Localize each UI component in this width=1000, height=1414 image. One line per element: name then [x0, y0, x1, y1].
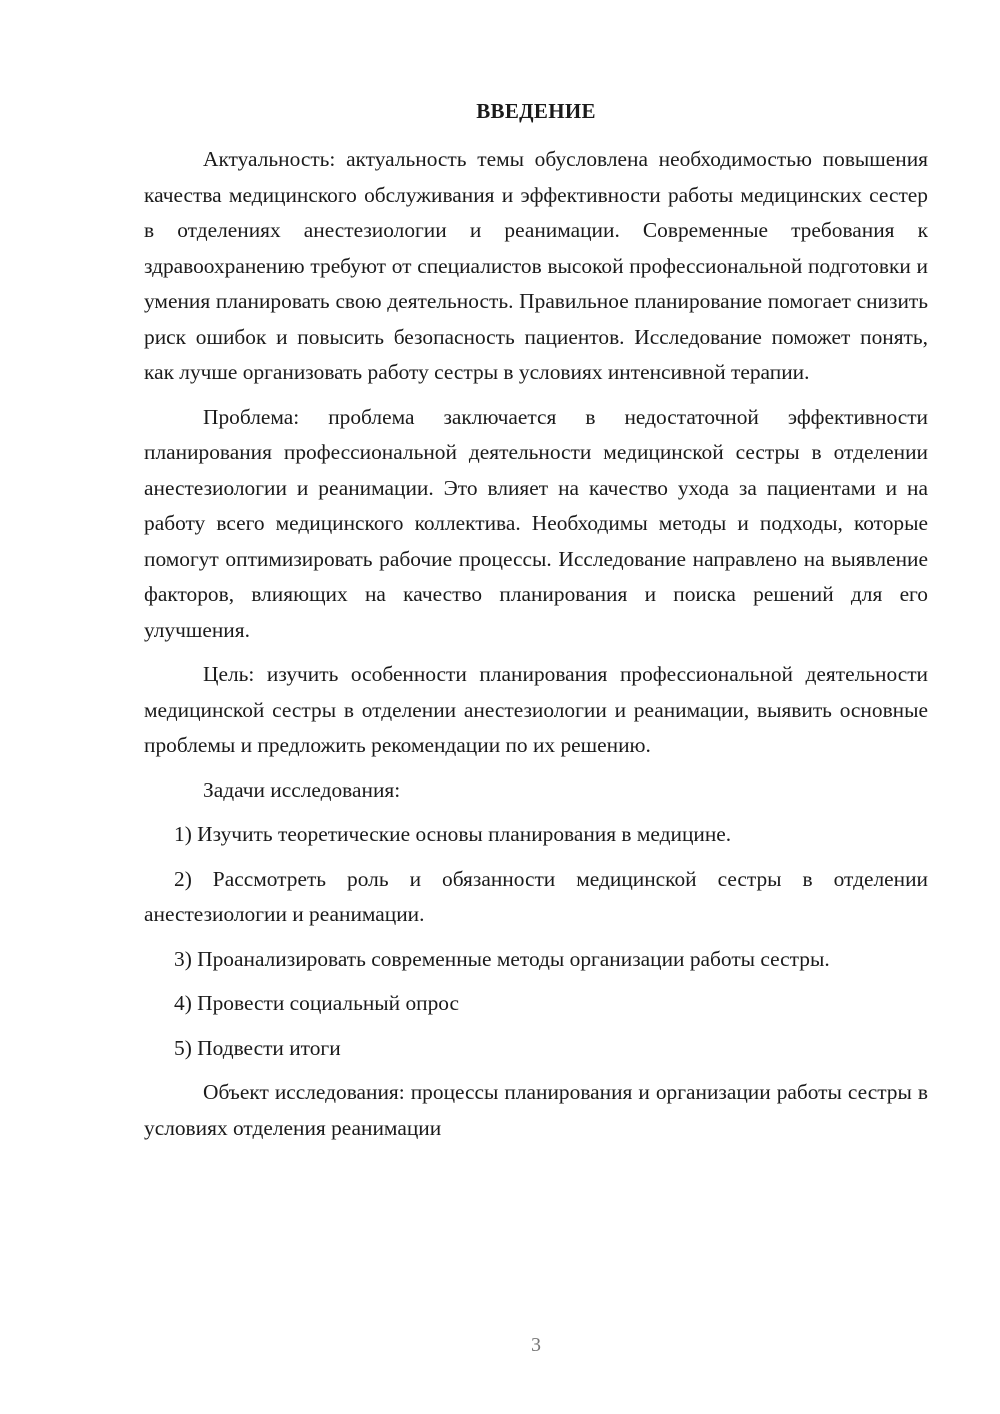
task-item-5: 5) Подвести итоги	[174, 1035, 341, 1060]
object-paragraph: Объект исследования: процессы планирования и организации работы сестры в условиях отделения реанимации	[144, 1080, 928, 1140]
task-item-1: 1) Изучить теоретические основы планирования в медицине.	[174, 822, 732, 846]
task-item-4: 4) Провести социальный опрос	[174, 991, 460, 1015]
goal-paragraph: Цель: изучить особенности планирования профессиональной деятельности медицинской сестры в отделении анестезиологии и реанимации, выявить основные проблемы и предложить рекомендации по их решению.	[144, 662, 928, 757]
problem-paragraph: Проблема: проблема заключается в недостаточной эффективности планирования профессиональной деятельности медицинской сестры в отделении анестезиологии и реанимации. Это влияет на качество ухода за пациентами и на работу всего медицинского коллектива. Необходимы методы и подходы, которые помогут оптимизировать рабочие процессы. Исследование направлено на выявление факторов, влияющих на качество планирования и поиска решений для его улучшения.	[144, 404, 928, 642]
page-title: ВВЕДЕНИЕ	[476, 99, 596, 123]
task-item-3: 3) Проанализировать современные методы организации работы сестры.	[174, 946, 830, 971]
task-item-2: 2) Рассмотреть роль и обязанности медицинской сестры в отделении анестезиологии и реанимации.	[144, 866, 928, 926]
document-body	[144, 142, 928, 1155]
tasks-heading: Задачи исследования:	[203, 777, 401, 802]
page-number: 3	[531, 1334, 541, 1356]
relevance-paragraph: Актуальность: актуальность темы обусловлена необходимостью повышения качества медицинского обслуживания и эффективности работы медицинских сестер в отделениях анестезиологии и реанимации. Современные требования к здравоохранению требуют от специалистов высокой профессиональной подготовки и умения планировать свою деятельность. Правильное планирование помогает снизить риск ошибок и повысить безопасность пациентов. Исследование поможет понять, как лучше организовать работу сестры в условиях интенсивной терапии.	[144, 147, 928, 384]
